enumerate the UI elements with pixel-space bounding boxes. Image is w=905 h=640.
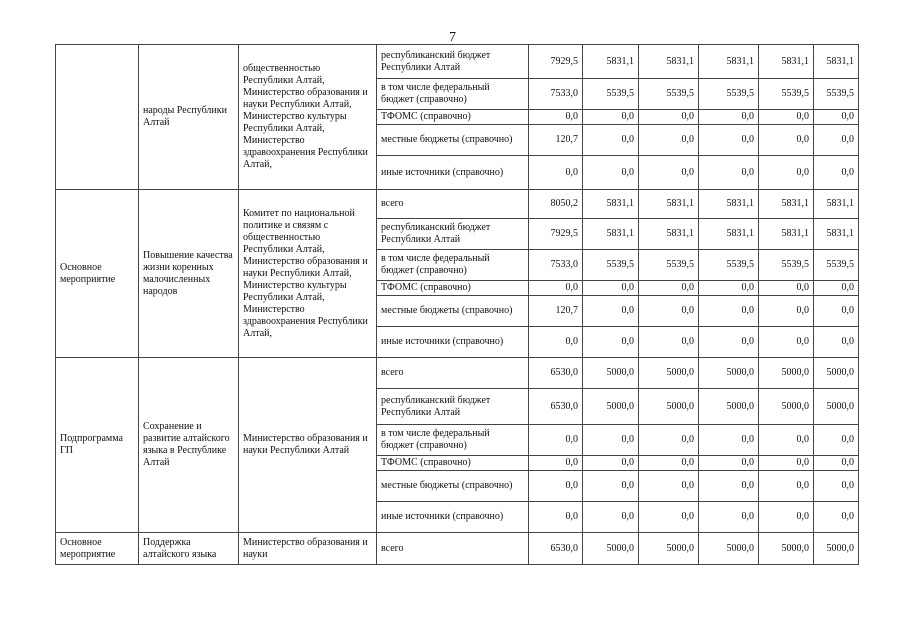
- value-cell: 0,0: [583, 425, 639, 456]
- executors-cell: Министерство образования и науки Республики Алтай: [239, 358, 377, 533]
- value-cell: 0,0: [814, 425, 859, 456]
- value-cell: 0,0: [583, 471, 639, 502]
- value-cell: 5831,1: [699, 45, 759, 79]
- value-cell: 5831,1: [639, 219, 699, 250]
- value-cell: 5539,5: [814, 79, 859, 110]
- value-cell: 0,0: [583, 327, 639, 358]
- value-cell: 0,0: [814, 281, 859, 296]
- value-cell: 8050,2: [529, 190, 583, 219]
- value-cell: 5831,1: [699, 190, 759, 219]
- value-cell: 5000,0: [814, 389, 859, 425]
- item-name-cell: народы Республики Алтай: [139, 45, 239, 190]
- value-cell: 5831,1: [583, 219, 639, 250]
- value-cell: 5831,1: [759, 45, 814, 79]
- value-cell: 0,0: [759, 456, 814, 471]
- value-cell: 0,0: [814, 456, 859, 471]
- value-cell: 5831,1: [699, 219, 759, 250]
- value-cell: 0,0: [529, 456, 583, 471]
- value-cell: 0,0: [583, 125, 639, 156]
- value-cell: 5000,0: [814, 533, 859, 565]
- value-cell: 5539,5: [814, 250, 859, 281]
- value-cell: 0,0: [583, 281, 639, 296]
- value-cell: 0,0: [759, 471, 814, 502]
- value-cell: 0,0: [759, 281, 814, 296]
- value-cell: 0,0: [699, 156, 759, 190]
- funding-label: в том числе федеральный бюджет (справочно): [377, 250, 529, 281]
- value-cell: 0,0: [699, 456, 759, 471]
- value-cell: 0,0: [814, 327, 859, 358]
- value-cell: 5000,0: [639, 358, 699, 389]
- value-cell: 5539,5: [759, 79, 814, 110]
- value-cell: 0,0: [639, 502, 699, 533]
- item-name-cell: Сохранение и развитие алтайского языка в Республике Алтай: [139, 358, 239, 533]
- value-cell: 0,0: [699, 327, 759, 358]
- value-cell: 6530,0: [529, 358, 583, 389]
- value-cell: 0,0: [583, 296, 639, 327]
- item-type-cell: Основное мероприятие: [56, 190, 139, 358]
- value-cell: 0,0: [529, 471, 583, 502]
- value-cell: 0,0: [529, 327, 583, 358]
- value-cell: 5000,0: [583, 358, 639, 389]
- value-cell: 5831,1: [583, 190, 639, 219]
- executors-cell: Министерство образования и науки: [239, 533, 377, 565]
- item-type-cell: Основное мероприятие: [56, 533, 139, 565]
- value-cell: 5831,1: [759, 219, 814, 250]
- value-cell: 5539,5: [583, 79, 639, 110]
- funding-label: республиканский бюджет Республики Алтай: [377, 219, 529, 250]
- table-row: [56, 358, 859, 389]
- value-cell: 5000,0: [583, 389, 639, 425]
- value-cell: 5000,0: [814, 358, 859, 389]
- value-cell: 0,0: [699, 125, 759, 156]
- value-cell: 6530,0: [529, 533, 583, 565]
- funding-label: ТФОМС (справочно): [377, 281, 529, 296]
- value-cell: 0,0: [583, 156, 639, 190]
- executors-cell: Комитет по национальной политике и связям с общественностью Республики Алтай, Министерство образования и науки Республики Алтай, Министерство культуры Республики Алтай, Министерство здравоохранения Республики Алтай,: [239, 190, 377, 358]
- value-cell: 5831,1: [639, 190, 699, 219]
- funding-label: местные бюджеты (справочно): [377, 471, 529, 502]
- value-cell: 0,0: [639, 327, 699, 358]
- value-cell: 0,0: [699, 281, 759, 296]
- value-cell: 0,0: [639, 281, 699, 296]
- value-cell: 0,0: [529, 425, 583, 456]
- value-cell: 5539,5: [699, 250, 759, 281]
- value-cell: 0,0: [814, 296, 859, 327]
- value-cell: 5539,5: [699, 79, 759, 110]
- table-row: [56, 190, 859, 219]
- value-cell: 5831,1: [814, 219, 859, 250]
- value-cell: 5831,1: [583, 45, 639, 79]
- value-cell: 5539,5: [639, 79, 699, 110]
- value-cell: 5000,0: [639, 533, 699, 565]
- value-cell: 0,0: [583, 502, 639, 533]
- value-cell: 5831,1: [814, 190, 859, 219]
- value-cell: 0,0: [699, 425, 759, 456]
- value-cell: 0,0: [814, 110, 859, 125]
- item-name-cell: Поддержка алтайского языка: [139, 533, 239, 565]
- value-cell: 7929,5: [529, 219, 583, 250]
- value-cell: 0,0: [529, 156, 583, 190]
- funding-label: местные бюджеты (справочно): [377, 296, 529, 327]
- funding-label: всего: [377, 533, 529, 565]
- value-cell: 0,0: [583, 110, 639, 125]
- value-cell: 5000,0: [583, 533, 639, 565]
- value-cell: 0,0: [699, 502, 759, 533]
- value-cell: 5539,5: [583, 250, 639, 281]
- value-cell: 0,0: [639, 456, 699, 471]
- funding-label: иные источники (справочно): [377, 327, 529, 358]
- funding-label: всего: [377, 358, 529, 389]
- value-cell: 5000,0: [699, 358, 759, 389]
- table-row: [56, 533, 859, 565]
- value-cell: 7929,5: [529, 45, 583, 79]
- value-cell: 0,0: [583, 456, 639, 471]
- value-cell: 5539,5: [639, 250, 699, 281]
- value-cell: 5000,0: [639, 389, 699, 425]
- funding-label: республиканский бюджет Республики Алтай: [377, 389, 529, 425]
- funding-label: ТФОМС (справочно): [377, 456, 529, 471]
- funding-label: всего: [377, 190, 529, 219]
- value-cell: 6530,0: [529, 389, 583, 425]
- funding-label: местные бюджеты (справочно): [377, 125, 529, 156]
- value-cell: 0,0: [639, 110, 699, 125]
- funding-label: иные источники (справочно): [377, 502, 529, 533]
- funding-label: республиканский бюджет Республики Алтай: [377, 45, 529, 79]
- value-cell: 0,0: [759, 125, 814, 156]
- funding-label: в том числе федеральный бюджет (справочно): [377, 79, 529, 110]
- value-cell: 5831,1: [759, 190, 814, 219]
- value-cell: 5831,1: [639, 45, 699, 79]
- value-cell: 0,0: [639, 156, 699, 190]
- item-type-cell: [56, 45, 139, 190]
- value-cell: 0,0: [814, 125, 859, 156]
- value-cell: 7533,0: [529, 250, 583, 281]
- value-cell: 0,0: [639, 125, 699, 156]
- value-cell: 0,0: [639, 471, 699, 502]
- value-cell: 0,0: [529, 110, 583, 125]
- value-cell: 5000,0: [759, 533, 814, 565]
- value-cell: 0,0: [759, 156, 814, 190]
- value-cell: 120,7: [529, 125, 583, 156]
- value-cell: 0,0: [699, 110, 759, 125]
- page-number: 7: [449, 30, 456, 45]
- funding-label: иные источники (справочно): [377, 156, 529, 190]
- funding-label: в том числе федеральный бюджет (справочно): [377, 425, 529, 456]
- value-cell: 0,0: [639, 425, 699, 456]
- item-name-cell: Повышение качества жизни коренных малочисленных народов: [139, 190, 239, 358]
- value-cell: 0,0: [529, 281, 583, 296]
- item-type-cell: Подпрограмма ГП: [56, 358, 139, 533]
- value-cell: 5000,0: [759, 358, 814, 389]
- value-cell: 0,0: [759, 425, 814, 456]
- executors-cell: общественностью Республики Алтай, Министерство образования и науки Республики Алтай, Министерство культуры Республики Алтай, Министерство здравоохранения Республики Алтай,: [239, 45, 377, 190]
- value-cell: 5539,5: [759, 250, 814, 281]
- value-cell: 0,0: [759, 110, 814, 125]
- value-cell: 0,0: [639, 296, 699, 327]
- value-cell: 7533,0: [529, 79, 583, 110]
- value-cell: 0,0: [699, 471, 759, 502]
- value-cell: 0,0: [759, 502, 814, 533]
- value-cell: 5000,0: [699, 533, 759, 565]
- value-cell: 0,0: [529, 502, 583, 533]
- value-cell: 0,0: [814, 156, 859, 190]
- value-cell: 0,0: [814, 471, 859, 502]
- value-cell: 5831,1: [814, 45, 859, 79]
- budget-table: [55, 44, 859, 565]
- value-cell: 0,0: [759, 296, 814, 327]
- funding-label: ТФОМС (справочно): [377, 110, 529, 125]
- value-cell: 120,7: [529, 296, 583, 327]
- value-cell: 0,0: [699, 296, 759, 327]
- value-cell: 5000,0: [759, 389, 814, 425]
- value-cell: 5000,0: [699, 389, 759, 425]
- table-row: [56, 45, 859, 79]
- value-cell: 0,0: [759, 327, 814, 358]
- value-cell: 0,0: [814, 502, 859, 533]
